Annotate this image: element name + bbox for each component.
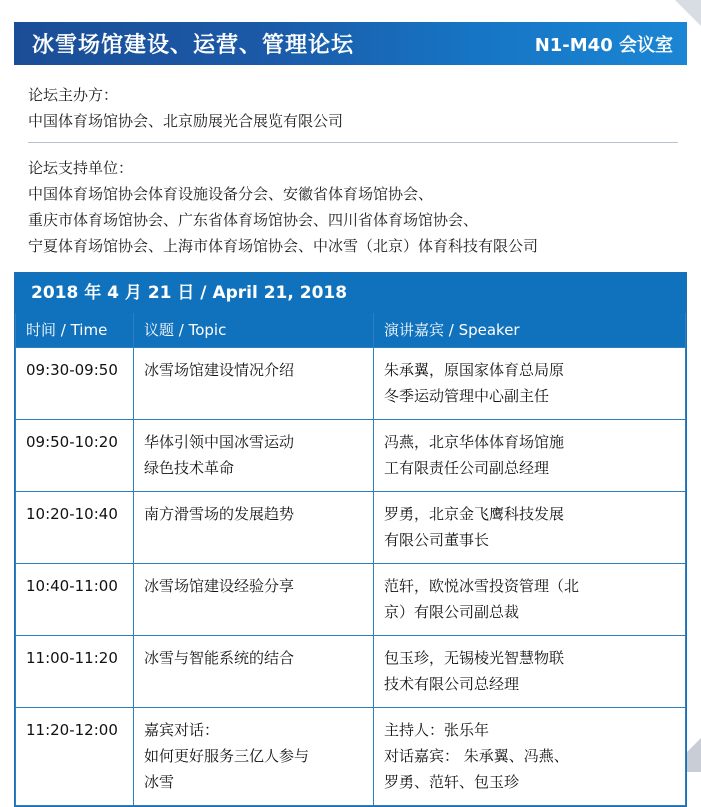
row-speaker-line: 罗勇，北京金飞鹰科技发展 — [384, 505, 565, 523]
support-line-1: 中国体育场馆协会体育设施设备分会、安徽省体育场馆协会、 — [28, 185, 434, 203]
row-speaker-line: 罗勇、范轩、包玉珍 — [384, 773, 520, 791]
row-topic-line: 冰雪 — [144, 773, 175, 791]
support-info-block — [28, 155, 678, 259]
host-label: 论坛主办方： — [28, 86, 119, 104]
host-info-block — [28, 82, 678, 134]
column-header-topic: 议题 / Topic — [134, 313, 374, 348]
table-row — [16, 348, 686, 420]
schedule-table-container — [14, 272, 687, 807]
support-line-2: 重庆市体育场馆协会、广东省体育场馆协会、四川省体育场馆协会、 — [28, 211, 479, 229]
column-header-time: 时间 / Time — [16, 313, 134, 348]
table-row — [16, 708, 686, 806]
row-time: 09:50-10:20 — [16, 420, 134, 492]
row-speaker — [374, 492, 686, 564]
row-topic-line: 如何更好服务三亿人参与 — [144, 747, 310, 765]
left-edge-decoration — [0, 0, 14, 772]
forum-title: 冰雪场馆建设、运营、管理论坛 — [32, 33, 355, 58]
row-topic-line: 南方滑雪场的发展趋势 — [144, 505, 295, 523]
row-speaker — [374, 348, 686, 420]
row-speaker-line: 冯燕，北京华体体育场馆施 — [384, 433, 565, 451]
row-topic-line: 冰雪场馆建设经验分享 — [144, 577, 295, 595]
row-speaker-line: 冬季运动管理中心副主任 — [384, 387, 550, 405]
table-row — [16, 564, 686, 636]
forum-room-label: N1-M40 会议室 — [534, 34, 673, 56]
table-row — [16, 420, 686, 492]
row-topic — [134, 636, 374, 708]
row-topic — [134, 420, 374, 492]
row-speaker-line: 包玉珍，无锡棱光智慧物联 — [384, 649, 565, 667]
schedule-header-row — [16, 313, 686, 348]
support-label: 论坛支持单位： — [28, 159, 134, 177]
row-time: 11:20-12:00 — [16, 708, 134, 806]
row-speaker — [374, 420, 686, 492]
row-speaker — [374, 636, 686, 708]
row-time: 11:00-11:20 — [16, 636, 134, 708]
column-header-speaker: 演讲嘉宾 / Speaker — [374, 313, 686, 348]
row-speaker — [374, 564, 686, 636]
row-topic-line: 华体引领中国冰雪运动 — [144, 433, 295, 451]
row-speaker-line: 技术有限公司总经理 — [384, 675, 520, 693]
row-topic-line: 嘉宾对话： — [144, 721, 220, 739]
host-line-1: 中国体育场馆协会、北京励展光合展览有限公司 — [28, 112, 344, 130]
row-time: 10:40-11:00 — [16, 564, 134, 636]
schedule-date-header: 2018 年 4 月 21 日 / April 21, 2018 — [15, 273, 686, 313]
row-topic — [134, 492, 374, 564]
row-topic — [134, 564, 374, 636]
row-speaker — [374, 708, 686, 806]
row-topic — [134, 708, 374, 806]
row-time: 10:20-10:40 — [16, 492, 134, 564]
row-speaker-line: 朱承翼，原国家体育总局原 — [384, 361, 565, 379]
row-speaker-line: 主持人：张乐年 — [384, 721, 490, 739]
row-topic — [134, 348, 374, 420]
table-row — [16, 636, 686, 708]
schedule-table — [15, 313, 686, 806]
row-time: 09:30-09:50 — [16, 348, 134, 420]
row-topic-line: 绿色技术革命 — [144, 459, 235, 477]
section-divider — [28, 142, 678, 143]
table-row — [16, 492, 686, 564]
row-topic-line: 冰雪场馆建设情况介绍 — [144, 361, 295, 379]
forum-banner — [14, 22, 687, 65]
row-speaker-line: 对话嘉宾： 朱承翼、冯燕、 — [384, 747, 569, 765]
row-speaker-line: 有限公司董事长 — [384, 531, 490, 549]
row-speaker-line: 工有限责任公司副总经理 — [384, 459, 550, 477]
row-topic-line: 冰雪与智能系统的结合 — [144, 649, 295, 667]
row-speaker-line: 京）有限公司副总裁 — [384, 603, 520, 621]
support-line-3: 宁夏体育场馆协会、上海市体育场馆协会、中冰雪（北京）体育科技有限公司 — [28, 237, 539, 255]
row-speaker-line: 范轩，欧悦冰雪投资管理（北 — [384, 577, 580, 595]
